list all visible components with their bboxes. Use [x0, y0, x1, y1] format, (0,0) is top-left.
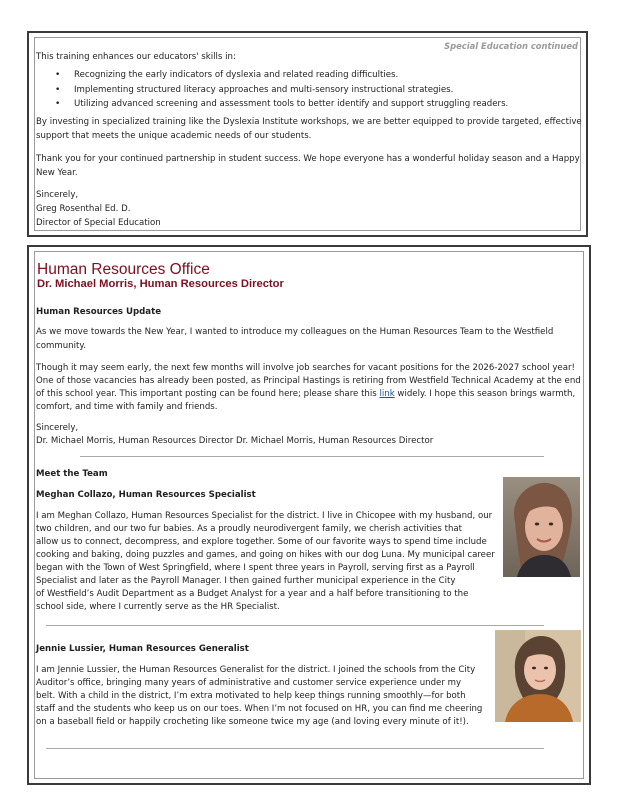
portrait-image	[503, 477, 580, 577]
thanks-paragraph-line: New Year.	[36, 168, 78, 178]
investment-paragraph-line: By investing in specialized training like the Dyslexia Institute workshops, we are better equipped to provide targeted, effective	[36, 117, 582, 127]
member-bio-line: two children, and our two fur babies. As a proudly neurodivergent family, we cherish activities that	[36, 524, 463, 534]
list-item: • Implementing structured literacy approaches and multi-sensory instructional strategies.	[36, 83, 508, 98]
member-bio-line: Specialist and later as the Payroll Manager. I then gained further municipal experience in the City	[36, 576, 456, 586]
training-skills-list	[36, 68, 508, 112]
posting-link[interactable]: link	[379, 389, 395, 399]
member-bio-line: Auditor’s office, bringing many years of administrative and customer service experience under my	[36, 678, 462, 688]
section-subtitle: Dr. Michael Morris, Human Resources Director	[37, 278, 284, 290]
member-bio-line: I am Meghan Collazo, Human Resources Specialist for the district. I live in Chicopee with my husband, our	[36, 511, 493, 521]
closing: Sincerely,	[36, 190, 79, 200]
member-bio-line: staff and the students who keep us on our toes. When I’m not focused on HR, you can find me cheering	[36, 704, 483, 714]
vacancy-paragraph-line: comfort, and time with family and friends.	[36, 402, 218, 412]
vacancy-paragraph-line	[36, 388, 575, 402]
member-bio-line: I am Jennie Lussier, the Human Resources Generalist for the district. I joined the schools from the City	[36, 665, 476, 675]
vacancy-paragraph-line: One of those vacancies has already been posted, as Principal Hastings is retiring from Westfield Technical Academy at the end	[36, 376, 581, 386]
member-bio-line: on a baseball field or happily crocheting like someone twice my age (and loving every minute of it!).	[36, 717, 469, 727]
vacancy-text: of this school year. This important posting can be found here; please share this	[36, 389, 380, 399]
member-bio-line: school side, where I currently serve as the HR Specialist.	[36, 602, 280, 612]
vacancy-text: widely. I hope this season brings warmth,	[394, 389, 576, 399]
jennie-lussier-photo	[495, 630, 581, 722]
member-bio-line: began with the Town of West Springfield, where I spent three years in Payroll, serving first as a Payroll	[36, 563, 475, 573]
member-bio-line: belt. With a child in the district, I’m extra motivated to help keep things running smoothly—for both	[36, 691, 466, 701]
member-heading: Jennie Lussier, Human Resources Generalist	[36, 644, 249, 654]
thanks-paragraph-line: Thank you for your continued partnership in student success. We hope everyone has a wonderful holiday season and a Happy	[36, 154, 580, 164]
update-paragraph-line: As we move towards the New Year, I wanted to introduce my colleagues on the Human Resources Team to the Westfield	[36, 327, 554, 337]
member-bio-line: allow us to connect, decompress, and explore together. Some of our favorite ways to spend time include	[36, 537, 487, 547]
signature: Dr. Michael Morris, Human Resources Director Dr. Michael Morris, Human Resources Director	[36, 436, 434, 446]
continued-label: Special Education continued	[444, 41, 578, 51]
meet-team-heading: Meet the Team	[36, 469, 108, 479]
training-intro: This training enhances our educators' skills in:	[36, 52, 236, 62]
meghan-collazo-photo	[503, 477, 580, 577]
list-item: • Recognizing the early indicators of dyslexia and related reading difficulties.	[36, 68, 508, 83]
update-heading: Human Resources Update	[36, 307, 162, 317]
divider	[46, 625, 544, 626]
member-heading: Meghan Collazo, Human Resources Specialist	[36, 490, 256, 500]
vacancy-paragraph-line: Though it may seem early, the next few months will involve job searches for vacant positions for the 2026-2027 school year!	[36, 363, 575, 373]
divider	[80, 456, 544, 457]
member-bio-line: cooking and baking, doing puzzles and games, and going on hikes with our dog Luna. My municipal career	[36, 550, 495, 560]
closing: Sincerely,	[36, 423, 79, 433]
investment-paragraph-line: support that meets the unique academic needs of our students.	[36, 131, 312, 141]
portrait-image	[495, 630, 581, 722]
update-paragraph-line: community.	[36, 341, 86, 351]
divider	[46, 748, 544, 749]
signer-title: Director of Special Education	[36, 218, 161, 228]
section-title: Human Resources Office	[37, 261, 210, 278]
signer-name: Greg Rosenthal Ed. D.	[36, 204, 131, 214]
member-bio-line: of Westfield’s Audit Department as a Budget Analyst for a year and a half before transitioning to the	[36, 589, 469, 599]
list-item: • Utilizing advanced screening and assessment tools to better identify and support struggling readers.	[36, 97, 508, 112]
